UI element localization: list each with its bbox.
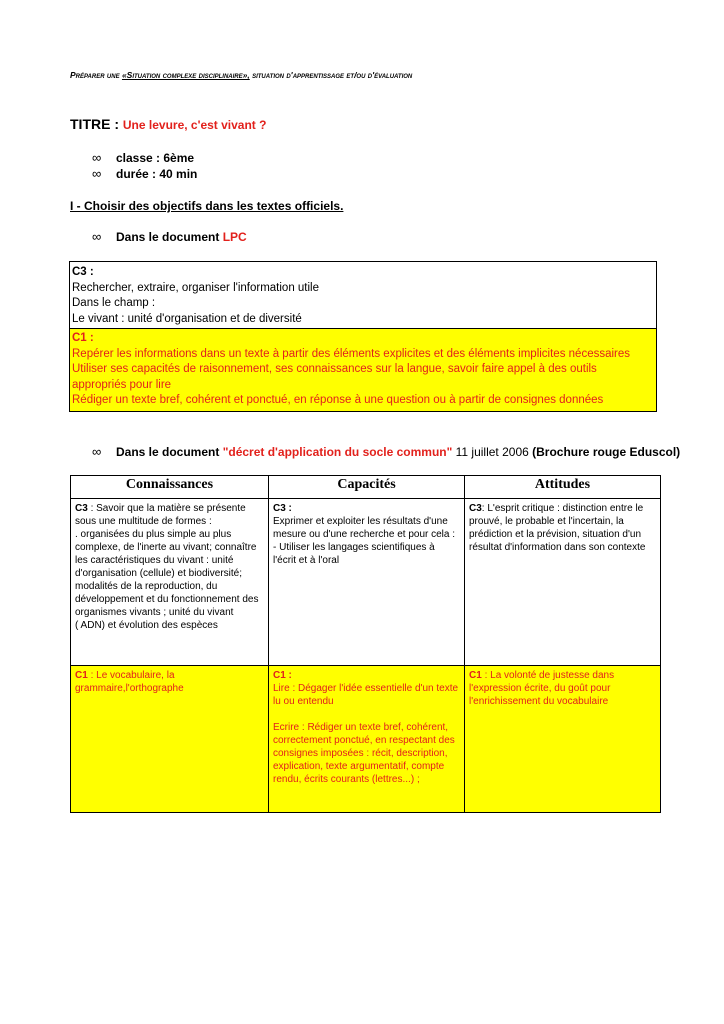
socle-table — [70, 475, 661, 813]
header-capacites: Capacités — [269, 476, 465, 499]
lpc-c1-line: Rédiger un texte bref, cohérent et ponctué, en réponse à une question ou à partir de consignes données — [72, 394, 604, 406]
page-title — [70, 116, 266, 132]
header-part2: «Situation complexe disciplinaire», — [121, 70, 250, 80]
page-header — [70, 70, 412, 80]
infinity-bullet-icon: ∞ — [92, 444, 102, 459]
bullet-doc-lpc — [92, 229, 247, 244]
doc-lpc-prefix: Dans le document — [116, 230, 223, 244]
cell-c1-connaissances — [71, 666, 269, 813]
doc-socle-brochure: (Brochure rouge Eduscol) — [532, 445, 681, 459]
cell-label: C1 — [75, 670, 88, 681]
duree-text: durée : 40 min — [116, 167, 198, 181]
lpc-c3-block — [70, 262, 656, 329]
cell-label: C3 : — [273, 503, 292, 514]
doc-socle-name: "décret d'application du socle commun" — [222, 445, 453, 459]
lpc-c3-heading: C3 : — [72, 266, 94, 278]
lpc-c1-heading: C1 : — [72, 332, 94, 344]
title-label: TITRE : — [70, 116, 123, 132]
lpc-box — [69, 261, 657, 412]
bullet-doc-socle — [92, 444, 680, 459]
lpc-c3-line: Dans le champ : — [72, 297, 156, 309]
lpc-c1-line: Utiliser ses capacités de raisonnement, ses connaissances sur la langue, savoir faire appel à des outils appropriés pour lire — [72, 363, 597, 391]
cell-text: : L'esprit critique : distinction entre le prouvé, le probable et l'incertain, la prédiction et la prévision, situation d'un résultat d'information dans son contexte — [469, 503, 646, 553]
cell-label: C3 — [75, 503, 88, 514]
cell-label: C3 — [469, 503, 482, 514]
doc-lpc-name: LPC — [222, 230, 247, 244]
doc-socle-prefix: Dans le document — [116, 445, 223, 459]
cell-text: : Savoir que la matière se présente sous une multitude de formes : . organisées du plus simple au plus complexe, de l'inerte au vivant; connaître les caractéristiques du vivant : unité d'organisation (cellule) et biodiversité; modalités de la reproduction, du développement et du fonctionnement des organismes vivants ; unité du vivant ( ADN) et évolution des espèces — [75, 503, 259, 631]
infinity-bullet-icon: ∞ — [92, 166, 102, 181]
doc-socle-date: 11 juillet 2006 — [452, 445, 533, 459]
section-heading: I - Choisir des objectifs dans les textes officiels. — [70, 199, 344, 213]
cell-c3-attitudes — [465, 499, 661, 666]
infinity-bullet-icon: ∞ — [92, 229, 102, 244]
infinity-bullet-icon: ∞ — [92, 150, 102, 165]
header-attitudes: Attitudes — [465, 476, 661, 499]
header-connaissances: Connaissances — [71, 476, 269, 499]
cell-c3-capacites — [269, 499, 465, 666]
table-row-c1 — [71, 666, 661, 813]
bullet-duree — [92, 166, 197, 181]
cell-text: Exprimer et exploiter les résultats d'une mesure ou d'une recherche et pour cela : - Utiliser les langages scientifiques à l'écrit et à l'oral — [273, 516, 456, 566]
cell-text: : La volonté de justesse dans l'expression écrite, du goût pour l'enrichissement du vocabulaire — [469, 670, 615, 707]
lpc-c3-line: Le vivant : unité d'organisation et de diversité — [72, 312, 302, 325]
cell-label: C1 : — [273, 670, 292, 681]
header-part1: Préparer une — [70, 70, 122, 80]
table-header-row — [71, 476, 661, 499]
bullet-classe — [92, 150, 194, 165]
lpc-c1-block — [70, 329, 656, 411]
lpc-c1-line: Repérer les informations dans un texte à partir des éléments explicites et des éléments implicites nécessaires — [72, 347, 631, 360]
cell-text: : Le vocabulaire, la grammaire,l'orthographe — [75, 670, 184, 694]
cell-text: Lire : Dégager l'idée essentielle d'un texte lu ou entendu Ecrire : Rédiger un texte bref, cohérent, correctement ponctué, en respectant des consignes imposées : récit, description, explication, texte argumentatif, compte rendu, écrits courants (lettres...) ; — [273, 683, 459, 785]
cell-label: C1 — [469, 670, 482, 681]
cell-c3-connaissances — [71, 499, 269, 666]
table-row-c3 — [71, 499, 661, 666]
cell-c1-attitudes — [465, 666, 661, 813]
lpc-c3-line: Rechercher, extraire, organiser l'information utile — [72, 281, 320, 294]
classe-text: classe : 6ème — [116, 151, 195, 165]
cell-c1-capacites — [269, 666, 465, 813]
header-part3: situation d'apprentissage et/ou d'évaluation — [249, 70, 413, 80]
title-value: Une levure, c'est vivant ? — [122, 118, 267, 132]
